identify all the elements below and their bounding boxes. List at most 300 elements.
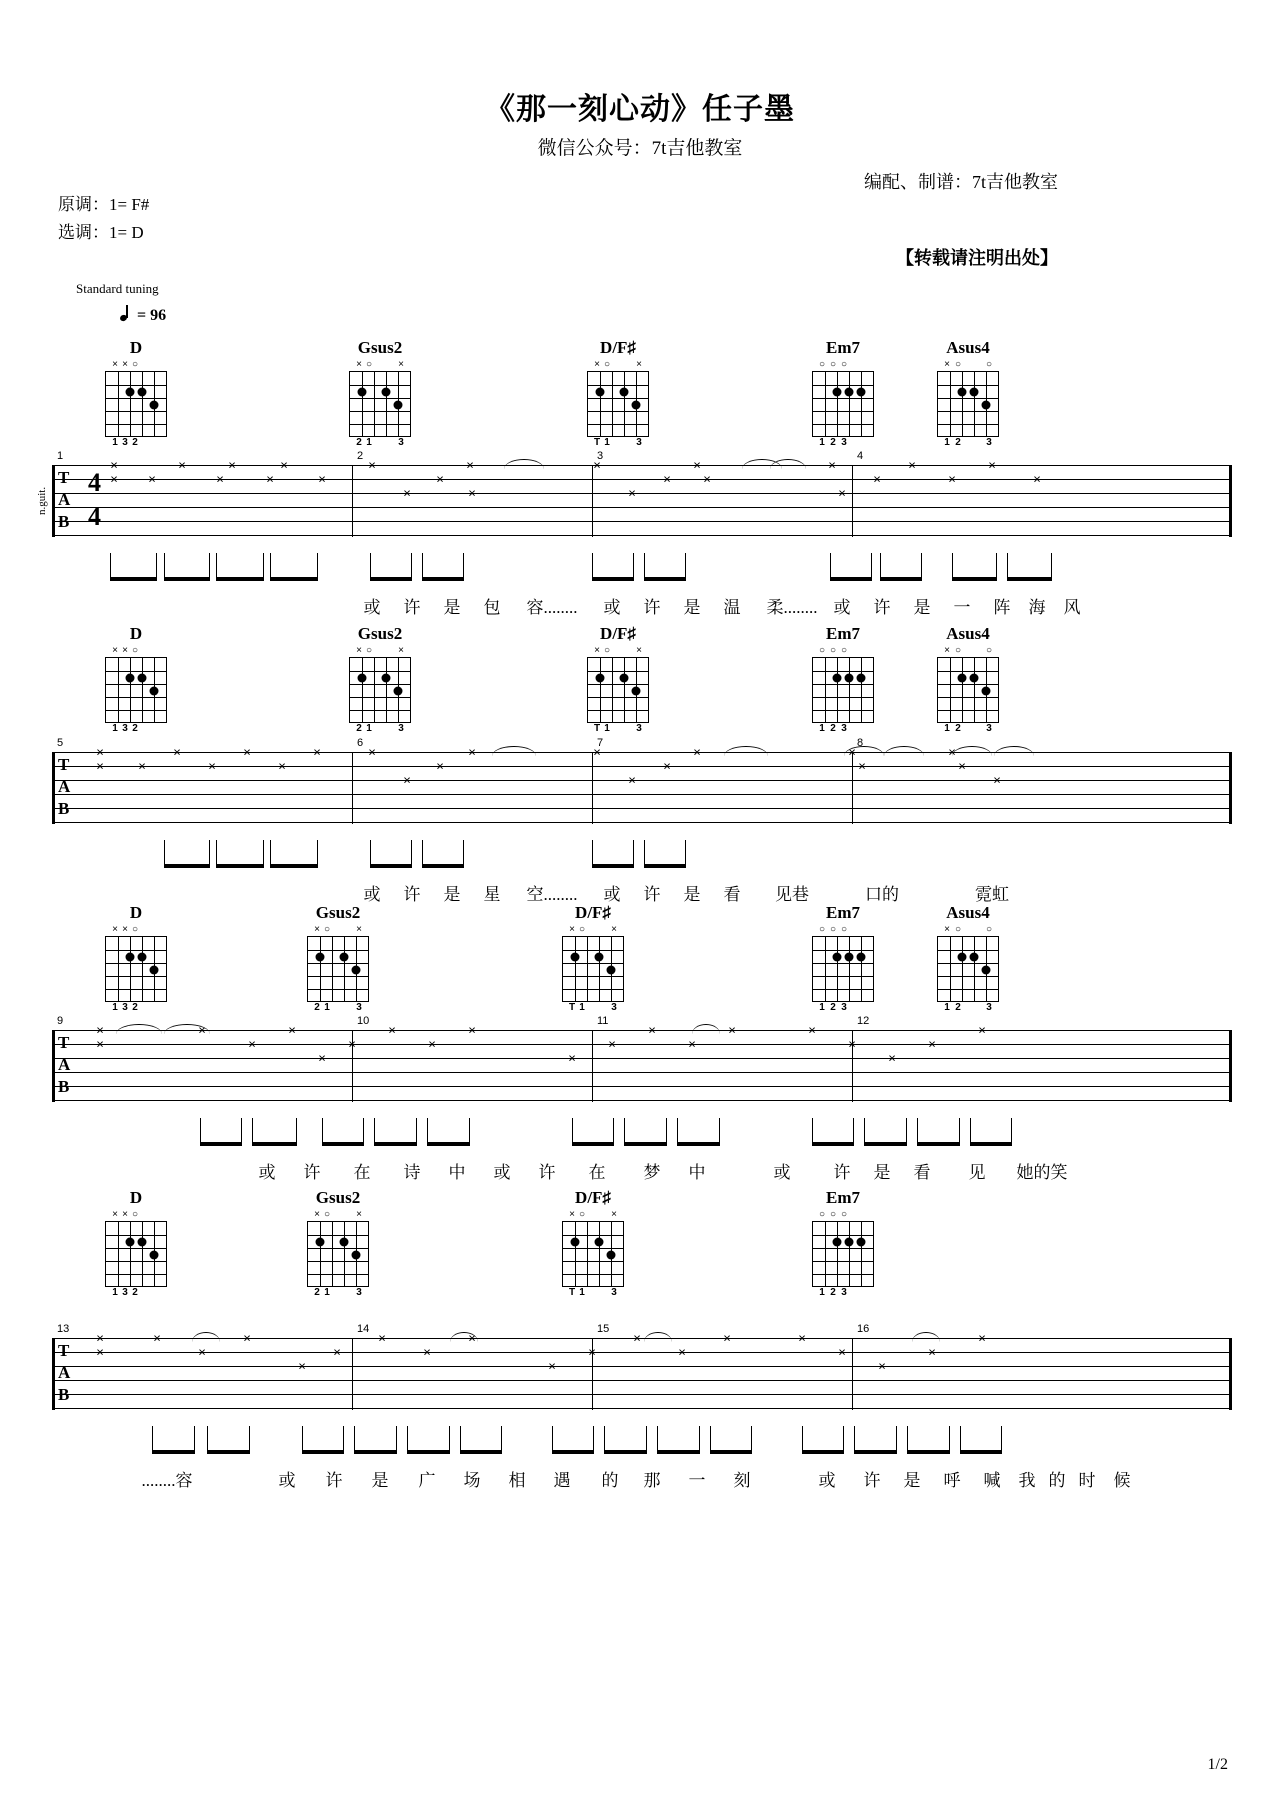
- lyric-syllable: 许: [643, 885, 661, 904]
- tab-notehead: ×: [368, 457, 376, 473]
- chord-diagram-asus4: [932, 338, 1004, 449]
- tab-line: [52, 521, 1230, 522]
- finger-number: 2: [132, 723, 138, 734]
- chord-grid: [812, 1221, 874, 1287]
- chord-name: D: [129, 338, 143, 357]
- tab-clef-letter: T: [58, 1033, 70, 1052]
- tab-notehead: ×: [663, 471, 671, 487]
- lyric-syllable: 的: [1048, 1471, 1066, 1490]
- fret-line: [106, 398, 166, 399]
- fret-line: [563, 950, 623, 951]
- beam: [427, 1142, 470, 1146]
- string-marker: ×: [398, 645, 404, 656]
- tab-line: [52, 535, 1230, 536]
- beam: [572, 1142, 614, 1146]
- tab-notehead: ×: [648, 1022, 656, 1038]
- stem: [270, 553, 271, 579]
- lyric-syllable: 在: [353, 1163, 371, 1182]
- finger-dot: [632, 400, 641, 409]
- barline: [1229, 752, 1232, 824]
- chord-string-markers: [100, 360, 172, 371]
- stem: [501, 1426, 502, 1452]
- finger-dot: [958, 952, 967, 961]
- chord-string-markers: [344, 646, 416, 657]
- tab-notehead: ×: [838, 1344, 846, 1360]
- chord-grid: [105, 657, 167, 723]
- stem: [960, 1426, 961, 1452]
- fret-line: [588, 424, 648, 425]
- string-line: [600, 658, 601, 722]
- stem: [677, 1118, 678, 1144]
- string-line: [962, 658, 963, 722]
- tab-notehead: ×: [678, 1344, 686, 1360]
- finger-dot: [857, 1237, 866, 1246]
- page-number: 1/2: [1207, 1756, 1228, 1773]
- beam: [854, 1450, 897, 1454]
- string-line: [624, 372, 625, 436]
- tab-notehead: ×: [693, 457, 701, 473]
- chord-name: Em7: [826, 1188, 860, 1207]
- tab-notehead: ×: [468, 1022, 476, 1038]
- chord-grid: [937, 657, 999, 723]
- string-marker: ○: [985, 359, 993, 370]
- finger-dot: [382, 673, 391, 682]
- tab-notehead: ×: [978, 1330, 986, 1346]
- fret-line: [350, 398, 410, 399]
- beam: [370, 864, 412, 868]
- stem: [830, 553, 831, 579]
- string-marker: ×: [314, 924, 320, 935]
- finger-number: 1: [366, 437, 372, 448]
- stem: [921, 553, 922, 579]
- stem: [216, 840, 217, 866]
- finger-dot: [845, 387, 854, 396]
- lyric-syllable: 包: [483, 598, 501, 617]
- tab-notehead: ×: [208, 758, 216, 774]
- tab-line: [52, 766, 1230, 767]
- lyric-syllable: 许: [325, 1471, 343, 1490]
- finger-numbers: [100, 1002, 172, 1014]
- string-line: [118, 1222, 119, 1286]
- measure-number: 10: [357, 1015, 370, 1027]
- finger-dot: [982, 686, 991, 695]
- lyric-syllable: 候: [1113, 1471, 1131, 1490]
- quarter-note-icon: [120, 305, 133, 323]
- string-line: [612, 372, 613, 436]
- measure-number: 16: [857, 1323, 870, 1335]
- string-line: [599, 1222, 600, 1286]
- fret-line: [813, 385, 873, 386]
- chord-grid: [587, 371, 649, 437]
- finger-number: 1: [112, 1287, 118, 1298]
- finger-dot: [138, 387, 147, 396]
- chord-diagram-asus4: [932, 903, 1004, 1014]
- fret-line: [938, 424, 998, 425]
- lyric-syllable: 容........: [526, 598, 578, 617]
- stem: [592, 553, 593, 579]
- string-line: [362, 372, 363, 436]
- lyric-syllable: 霓虹: [975, 885, 1009, 904]
- lyric-syllable: 是: [913, 598, 931, 617]
- stem: [604, 1426, 605, 1452]
- stem: [422, 840, 423, 866]
- stem: [164, 553, 165, 579]
- fret-line: [588, 411, 648, 412]
- fret-line: [308, 963, 368, 964]
- beam: [960, 1450, 1002, 1454]
- tab-notehead: ×: [403, 485, 411, 501]
- beam: [710, 1450, 752, 1454]
- tab-notehead: ×: [608, 1036, 616, 1052]
- string-marker: ×: [636, 645, 642, 656]
- fret-line: [106, 1235, 166, 1236]
- string-marker: ×: [122, 359, 128, 370]
- finger-number: 1: [579, 1287, 585, 1298]
- lyric-syllable: 她的笑: [1016, 1163, 1068, 1182]
- string-marker: ○: [365, 645, 373, 656]
- original-key: 原调：1= F#: [58, 195, 150, 214]
- tab-notehead: ×: [138, 758, 146, 774]
- tab-line: [52, 493, 1230, 494]
- barline: [52, 465, 55, 537]
- fret-line: [938, 989, 998, 990]
- time-signature-bottom: 4: [88, 502, 101, 531]
- lyric-syllable: 口的: [865, 885, 899, 904]
- page-title: 《那一刻心动》任子墨: [485, 93, 795, 126]
- chord-grid: [587, 657, 649, 723]
- fret-line: [350, 385, 410, 386]
- finger-dot: [316, 1237, 325, 1246]
- finger-number: 3: [356, 1002, 362, 1013]
- string-marker: ○: [131, 924, 139, 935]
- tab-notehead: ×: [153, 1330, 161, 1346]
- string-marker: ×: [611, 924, 617, 935]
- stem: [699, 1426, 700, 1452]
- lyric-syllable: 呼: [943, 1471, 961, 1490]
- stem: [263, 553, 264, 579]
- barline: [1229, 465, 1232, 537]
- fret-line: [938, 398, 998, 399]
- tab-notehead: ×: [198, 1022, 206, 1038]
- string-line: [130, 372, 131, 436]
- chord-name: Asus4: [946, 624, 990, 643]
- beam: [302, 1450, 344, 1454]
- tab-line: [52, 1072, 1230, 1073]
- tab-notehead: ×: [436, 758, 444, 774]
- repost-notice: 【转载请注明出处】: [896, 248, 1058, 268]
- stem: [252, 1118, 253, 1144]
- string-marker: ×: [314, 1209, 320, 1220]
- finger-dot: [382, 387, 391, 396]
- lyric-syllable: 一: [953, 598, 971, 617]
- stem: [469, 1118, 470, 1144]
- stem: [666, 1118, 667, 1144]
- finger-number: 1: [819, 1002, 825, 1013]
- string-marker: ×: [594, 645, 600, 656]
- string-line: [575, 1222, 576, 1286]
- beam: [830, 577, 872, 581]
- chord-grid: [105, 936, 167, 1002]
- lyric-syllable: 时: [1078, 1471, 1096, 1490]
- chord-string-markers: [100, 925, 172, 936]
- finger-dot: [607, 1250, 616, 1259]
- lyric-syllable: 梦: [643, 1163, 661, 1182]
- finger-number: 3: [841, 723, 847, 734]
- finger-number: 3: [986, 437, 992, 448]
- chord-grid: [105, 371, 167, 437]
- tab-staff: [52, 450, 1230, 537]
- tab-notehead: ×: [96, 1036, 104, 1052]
- finger-dot: [857, 952, 866, 961]
- lyric-syllable: 许: [403, 598, 421, 617]
- fret-line: [106, 1274, 166, 1275]
- tab-notehead: ×: [280, 457, 288, 473]
- finger-dot: [845, 673, 854, 682]
- stem: [880, 553, 881, 579]
- measure-number: 4: [857, 450, 864, 462]
- stem: [572, 1118, 573, 1144]
- string-line: [825, 372, 826, 436]
- stem: [449, 1426, 450, 1452]
- finger-numbers: [582, 437, 654, 449]
- tab-notehead: ×: [173, 744, 181, 760]
- finger-number: 2: [955, 723, 961, 734]
- beam: [460, 1450, 502, 1454]
- string-marker: ×: [594, 359, 600, 370]
- tab-notehead: ×: [468, 485, 476, 501]
- tie-arc: [724, 746, 768, 756]
- finger-number: 2: [314, 1287, 320, 1298]
- string-line: [950, 658, 951, 722]
- chord-string-markers: [302, 925, 374, 936]
- tab-staff: [52, 1015, 1230, 1102]
- stem: [1011, 1118, 1012, 1144]
- lyric-syllable: 或: [818, 1471, 836, 1490]
- string-marker: ○: [829, 645, 837, 656]
- stem: [896, 1426, 897, 1452]
- finger-numbers: [932, 437, 1004, 449]
- fret-line: [588, 697, 648, 698]
- string-line: [825, 658, 826, 722]
- stem: [996, 553, 997, 579]
- chord-grid: [562, 1221, 624, 1287]
- stem: [843, 1426, 844, 1452]
- finger-dot: [394, 686, 403, 695]
- tab-notehead: ×: [588, 1344, 596, 1360]
- chord-diagram-d: [100, 1188, 172, 1299]
- tie-arc: [116, 1024, 162, 1034]
- string-line: [142, 937, 143, 1001]
- chord-name: Asus4: [946, 903, 990, 922]
- stem: [411, 553, 412, 579]
- finger-dot: [126, 673, 135, 682]
- finger-number: 1: [324, 1002, 330, 1013]
- string-line: [837, 372, 838, 436]
- chord-diagram-gsus2: [302, 1188, 374, 1299]
- finger-number: 3: [636, 437, 642, 448]
- string-line: [386, 372, 387, 436]
- stem: [685, 553, 686, 579]
- chord-name: Gsus2: [315, 903, 361, 922]
- stem: [906, 1118, 907, 1144]
- stem: [164, 840, 165, 866]
- beam: [592, 864, 634, 868]
- lyric-syllable: 中: [688, 1163, 706, 1182]
- finger-number: 2: [132, 1287, 138, 1298]
- string-marker: ○: [985, 924, 993, 935]
- fret-line: [938, 710, 998, 711]
- finger-dot: [352, 965, 361, 974]
- stem: [644, 840, 645, 866]
- fret-line: [813, 424, 873, 425]
- fret-line: [106, 411, 166, 412]
- tab-notehead: ×: [333, 1344, 341, 1360]
- stem: [296, 1118, 297, 1144]
- tab-notehead: ×: [368, 744, 376, 760]
- finger-dot: [138, 1237, 147, 1246]
- finger-number: 2: [830, 1002, 836, 1013]
- string-line: [962, 372, 963, 436]
- stem: [152, 1426, 153, 1452]
- tab-notehead: ×: [178, 457, 186, 473]
- tab-clef-letter: A: [58, 1055, 71, 1074]
- beam: [322, 1142, 364, 1146]
- chord-diagram-gsus2: [344, 338, 416, 449]
- tab-notehead: ×: [110, 471, 118, 487]
- fret-line: [308, 950, 368, 951]
- beam: [552, 1450, 594, 1454]
- beam: [252, 1142, 297, 1146]
- lyric-syllable: 柔........: [766, 598, 818, 617]
- measure-number: 6: [357, 737, 364, 749]
- lyric-syllable: 空........: [526, 885, 578, 904]
- tab-line: [52, 1352, 1230, 1353]
- string-line: [332, 1222, 333, 1286]
- string-line: [130, 658, 131, 722]
- string-line: [575, 937, 576, 1001]
- finger-dot: [571, 1237, 580, 1246]
- tab-line: [52, 1030, 1230, 1031]
- finger-dot: [352, 1250, 361, 1259]
- beam: [374, 1142, 417, 1146]
- finger-number: 1: [579, 1002, 585, 1013]
- tab-notehead: ×: [703, 471, 711, 487]
- tab-notehead: ×: [838, 485, 846, 501]
- barline: [1229, 1338, 1232, 1410]
- finger-number: 2: [955, 1002, 961, 1013]
- stem: [241, 1118, 242, 1144]
- measure-number: 1: [57, 450, 64, 462]
- stem: [657, 1426, 658, 1452]
- tie-arc: [644, 1332, 672, 1342]
- stem: [959, 1118, 960, 1144]
- lyric-syllable: 风: [1063, 598, 1081, 617]
- finger-number: 2: [132, 437, 138, 448]
- stem: [592, 840, 593, 866]
- lyric-syllable: 许: [873, 598, 891, 617]
- string-marker: ×: [122, 645, 128, 656]
- barline: [852, 465, 853, 537]
- lyric-syllable: 或: [603, 598, 621, 617]
- string-line: [861, 937, 862, 1001]
- string-marker: ○: [840, 924, 848, 935]
- tie-arc: [492, 746, 536, 756]
- stem: [343, 1426, 344, 1452]
- tab-notehead: ×: [378, 1330, 386, 1346]
- finger-number: 2: [314, 1002, 320, 1013]
- tab-line: [52, 822, 1230, 823]
- tab-clef: [58, 467, 70, 533]
- tab-notehead: ×: [216, 471, 224, 487]
- fret-line: [308, 1248, 368, 1249]
- tie-arc: [912, 1332, 940, 1342]
- tab-notehead: ×: [403, 772, 411, 788]
- lyric-syllable: ........容: [141, 1471, 193, 1490]
- tab-notehead: ×: [288, 1022, 296, 1038]
- chord-name: D/F♯: [575, 903, 611, 922]
- lyric-syllable: 的: [601, 1471, 619, 1490]
- chord-name: D/F♯: [575, 1188, 611, 1207]
- tab-notehead: ×: [693, 744, 701, 760]
- stem: [370, 553, 371, 579]
- string-line: [587, 1222, 588, 1286]
- tab-notehead: ×: [593, 744, 601, 760]
- finger-number: 1: [944, 1002, 950, 1013]
- finger-dot: [845, 952, 854, 961]
- tab-notehead: ×: [993, 772, 1001, 788]
- beam: [952, 577, 997, 581]
- tab-staff: [52, 737, 1230, 824]
- chord-grid: [812, 371, 874, 437]
- tab-notehead: ×: [828, 457, 836, 473]
- stem: [644, 553, 645, 579]
- finger-dot: [138, 952, 147, 961]
- string-marker: ○: [131, 645, 139, 656]
- chord-diagram-d: [100, 338, 172, 449]
- tab-notehead: ×: [663, 758, 671, 774]
- string-line: [142, 1222, 143, 1286]
- stem: [907, 1426, 908, 1452]
- stem: [1001, 1426, 1002, 1452]
- finger-numbers: [932, 1002, 1004, 1014]
- string-marker: ○: [603, 645, 611, 656]
- instrument-label: n.guit.: [36, 486, 48, 515]
- tab-notehead: ×: [298, 1358, 306, 1374]
- string-marker: ×: [356, 645, 362, 656]
- tab-notehead: ×: [958, 758, 966, 774]
- string-marker: ×: [356, 359, 362, 370]
- chord-name: Gsus2: [315, 1188, 361, 1207]
- stem: [1007, 553, 1008, 579]
- tab-notehead: ×: [248, 1036, 256, 1052]
- string-line: [386, 658, 387, 722]
- credit-line: 编配、制谱：7t吉他教室: [864, 172, 1058, 192]
- tab-clef-letter: A: [58, 777, 71, 796]
- fret-line: [813, 398, 873, 399]
- chord-grid: [105, 1221, 167, 1287]
- finger-numbers: [557, 1287, 629, 1299]
- finger-number: 1: [324, 1287, 330, 1298]
- chord-string-markers: [932, 925, 1004, 936]
- tab-notehead: ×: [948, 744, 956, 760]
- finger-number: 3: [611, 1002, 617, 1013]
- beam: [1007, 577, 1052, 581]
- string-marker: ○: [818, 359, 826, 370]
- finger-dot: [833, 952, 842, 961]
- finger-number: T: [568, 1287, 576, 1298]
- fret-line: [308, 1235, 368, 1236]
- finger-number: 1: [112, 723, 118, 734]
